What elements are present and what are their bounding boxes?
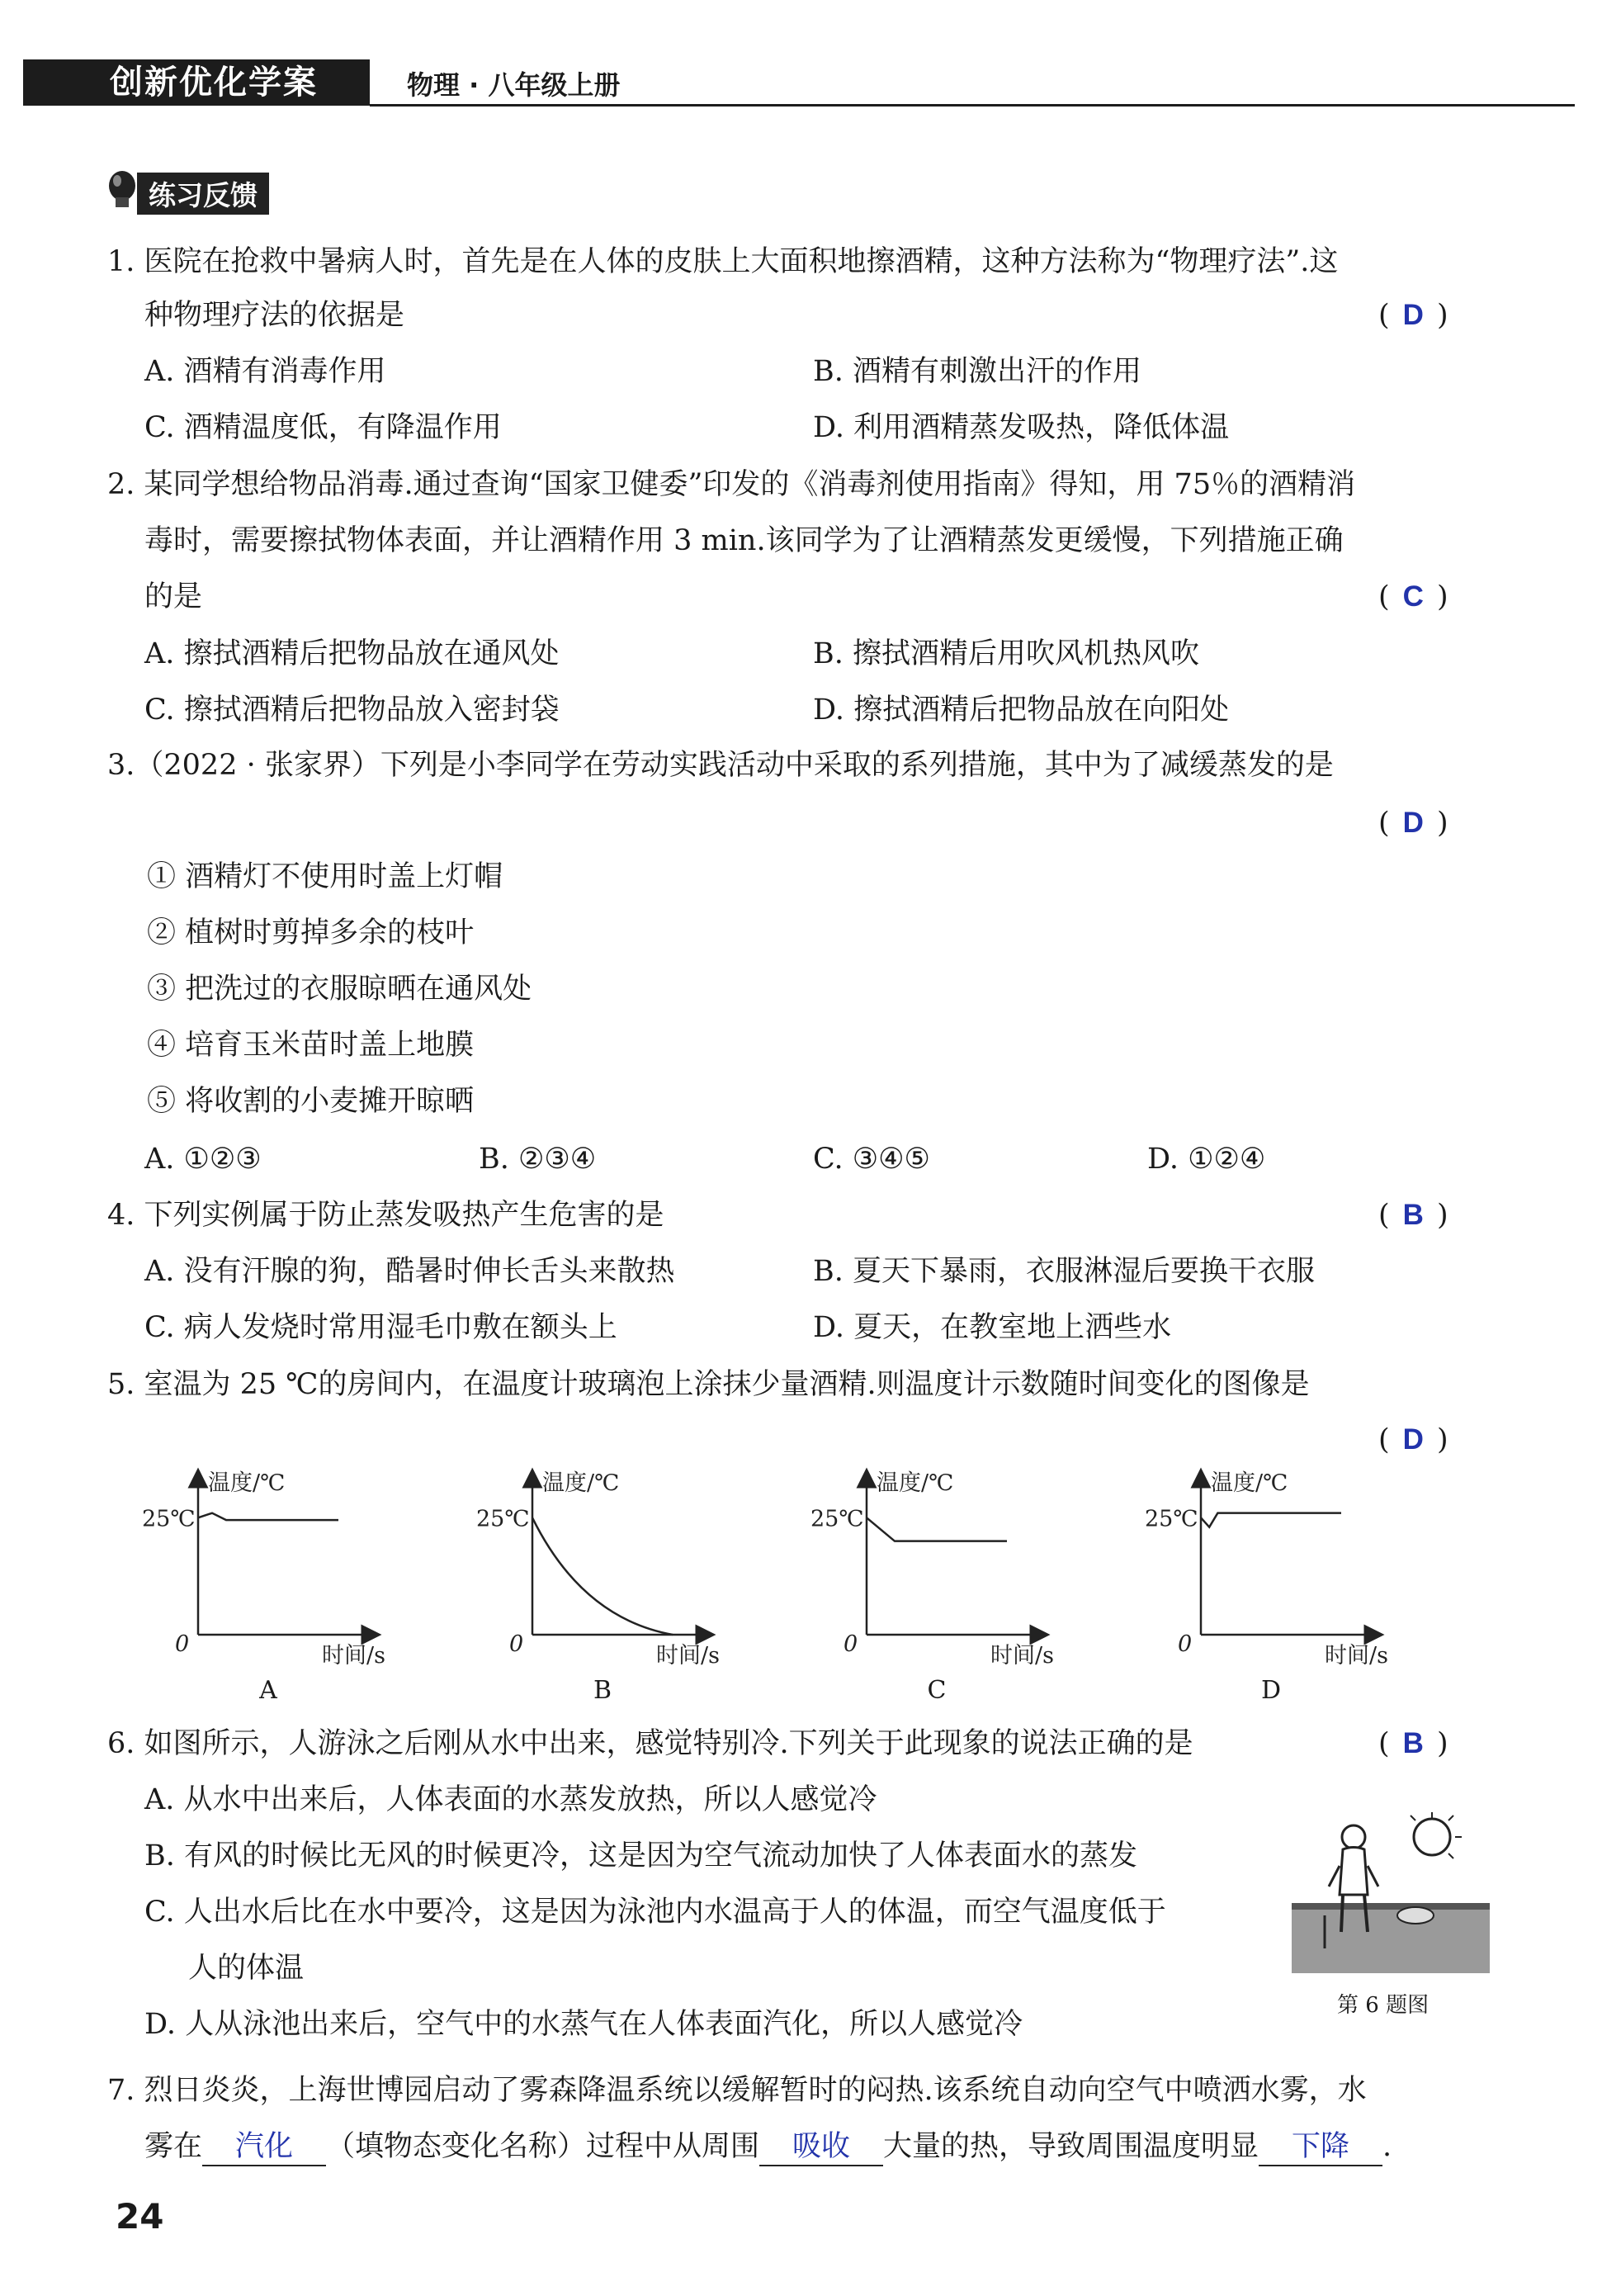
y-axis-label: 温度/℃ — [542, 1470, 620, 1496]
q2-answer-box: ( C ) — [1378, 580, 1448, 613]
q5-answer-box: ( D ) — [1378, 1423, 1448, 1456]
q3-item-3: ③ 把洗过的衣服晾晒在通风处 — [147, 973, 532, 1006]
swimmer-illustration — [1292, 1808, 1490, 1973]
q7-seg1: 雾在 — [144, 2130, 203, 2163]
q3-item-2: ② 植树时剪掉多余的枝叶 — [147, 916, 475, 949]
q7-blank-2: 吸收 — [759, 2128, 883, 2166]
q3-option-d: D. ①②④ — [1147, 1143, 1266, 1176]
origin-label: 0 — [175, 1631, 190, 1657]
q6-answer-box: ( B ) — [1378, 1727, 1448, 1760]
q1-line2: 种物理疗法的依据是 — [144, 299, 405, 332]
brand-logo: 创新优化学案 — [23, 59, 370, 106]
q1-option-d: D. 利用酒精蒸发吸热，降低体温 — [813, 411, 1230, 444]
q3-item-5: ⑤ 将收割的小麦摊开晾晒 — [147, 1085, 475, 1118]
q2-line1: 2. 某同学想给物品消毒.通过查询“国家卫健委”印发的《消毒剂使用指南》得知，用 75％的酒精消 — [107, 468, 1356, 501]
origin-label: 0 — [1178, 1631, 1193, 1657]
q3-item-4: ④ 培育玉米苗时盖上地膜 — [147, 1029, 475, 1062]
series-line — [198, 1513, 338, 1521]
q3-option-c: C. ③④⑤ — [813, 1143, 930, 1176]
q2-option-a: A. 擦拭酒精后把物品放在通风处 — [144, 637, 560, 670]
q7-seg3: 大量的热，导致周围温度明显 — [883, 2130, 1259, 2163]
q2-option-d: D. 擦拭酒精后把物品放在向阳处 — [813, 694, 1230, 727]
y-tick-label: 25℃ — [1145, 1506, 1198, 1532]
q2-option-b: B. 擦拭酒精后用吹风机热风吹 — [813, 637, 1199, 670]
graph-d — [1145, 1470, 1388, 1669]
q6-option-c: C. 人出水后比在水中要冷，这是因为泳池内水温高于人的体温，而空气温度低于 — [144, 1896, 1166, 1929]
q6-option-b: B. 有风的时候比无风的时候更冷，这是因为空气流动加快了人体表面水的蒸发 — [144, 1839, 1137, 1872]
q7-seg4: . — [1382, 2130, 1392, 2163]
x-axis-label: 时间/s — [990, 1643, 1054, 1669]
q6-line1: 6. 如图所示，人游泳之后刚从水中出来，感觉特别冷.下列关于此现象的说法正确的是 — [107, 1727, 1193, 1760]
q7-blank-3: 下降 — [1259, 2128, 1382, 2166]
y-tick-label: 25℃ — [810, 1506, 864, 1532]
q5-graphs — [142, 1461, 1436, 1709]
q2-line3: 的是 — [144, 580, 203, 613]
q2-option-c: C. 擦拭酒精后把物品放入密封袋 — [144, 694, 560, 727]
q1-line1: 1. 医院在抢救中暑病人时，首先是在人体的皮肤上大面积地擦酒精，这种方法称为“物理疗法”.这 — [107, 245, 1339, 278]
q6-option-d: D. 人从泳池出来后，空气中的水蒸气在人体表面汽化，所以人感觉冷 — [144, 2008, 1023, 2041]
figure-6-caption: 第 6 题图 — [1337, 1993, 1430, 2018]
q2-answer: C — [1402, 580, 1424, 613]
page-number: 24 — [116, 2196, 164, 2237]
origin-label: 0 — [844, 1631, 858, 1657]
q3-answer: D — [1402, 807, 1424, 839]
q7-line1: 7. 烈日炎炎，上海世博园启动了雾森降温系统以缓解暂时的闷热.该系统自动向空气中喷洒水雾，水 — [107, 2074, 1367, 2107]
graph-c — [810, 1470, 1054, 1669]
x-axis-label: 时间/s — [322, 1643, 385, 1669]
q4-option-c: C. 病人发烧时常用湿毛巾敷在额头上 — [144, 1311, 617, 1344]
q3-option-b: B. ②③④ — [479, 1143, 597, 1176]
graph-label-b: B — [593, 1676, 612, 1705]
q7-blank-1: 汽化 — [202, 2128, 326, 2166]
q3-option-a: A. ①②③ — [144, 1143, 262, 1176]
q3-answer-box: ( D ) — [1378, 807, 1448, 840]
q1-option-c: C. 酒精温度低，有降温作用 — [144, 411, 502, 444]
q4-answer-box: ( B ) — [1378, 1199, 1448, 1232]
graph-a — [142, 1470, 385, 1669]
header-rule — [370, 104, 1575, 107]
q3-item-1: ① 酒精灯不使用时盖上灯帽 — [147, 860, 503, 893]
q6-answer: B — [1402, 1727, 1424, 1759]
q5-line1: 5. 室温为 25 ℃的房间内，在温度计玻璃泡上涂抹少量酒精.则温度计示数随时间变化的图像是 — [107, 1368, 1310, 1401]
origin-label: 0 — [509, 1631, 524, 1657]
q4-answer: B — [1402, 1199, 1424, 1231]
q4-option-d: D. 夏天，在教室地上洒些水 — [813, 1311, 1172, 1344]
q1-option-b: B. 酒精有刺激出汗的作用 — [813, 355, 1141, 388]
y-tick-label: 25℃ — [476, 1506, 530, 1532]
graph-label-a: A — [259, 1676, 277, 1705]
q1-answer: D — [1402, 299, 1424, 331]
subject-title: 物理 · 八年级上册 — [407, 69, 621, 101]
y-axis-label: 温度/℃ — [208, 1470, 286, 1496]
q5-answer: D — [1402, 1423, 1424, 1456]
q4-option-b: B. 夏天下暴雨，衣服淋湿后要换干衣服 — [813, 1255, 1315, 1288]
q4-option-a: A. 没有汗腺的狗，酷暑时伸长舌头来散热 — [144, 1255, 675, 1288]
q1-option-a: A. 酒精有消毒作用 — [144, 355, 386, 388]
series-line — [867, 1517, 1007, 1541]
q6-option-c-cont: 人的体温 — [188, 1952, 305, 1985]
graph-label-d: D — [1260, 1676, 1282, 1705]
y-axis-label: 温度/℃ — [1211, 1470, 1288, 1496]
graph-b — [476, 1470, 720, 1669]
page-header — [23, 59, 1575, 111]
q4-line1: 4. 下列实例属于防止蒸发吸热产生危害的是 — [107, 1199, 664, 1232]
section-title: 练习反馈 — [137, 173, 269, 215]
q7-line2 — [144, 2128, 1392, 2166]
q3-line1: 3.（2022 · 张家界）下列是小李同学在劳动实践活动中采取的系列措施，其中为了减缓蒸发的是 — [107, 749, 1334, 782]
q7-seg2: （填物态变化名称）过程中从周围 — [326, 2130, 760, 2163]
q6-option-a: A. 从水中出来后，人体表面的水蒸发放热，所以人感觉冷 — [144, 1783, 877, 1816]
q1-answer-box: ( D ) — [1378, 299, 1448, 332]
x-axis-label: 时间/s — [656, 1643, 720, 1669]
q2-line2: 毒时，需要擦拭物体表面，并让酒精作用 3 min.该同学为了让酒精蒸发更缓慢，下列措施正确 — [144, 524, 1344, 557]
series-line — [1201, 1513, 1341, 1527]
series-line — [532, 1517, 673, 1635]
x-axis-label: 时间/s — [1325, 1643, 1388, 1669]
y-axis-label: 温度/℃ — [877, 1470, 954, 1496]
graph-label-c: C — [927, 1676, 947, 1705]
y-tick-label: 25℃ — [142, 1506, 196, 1532]
